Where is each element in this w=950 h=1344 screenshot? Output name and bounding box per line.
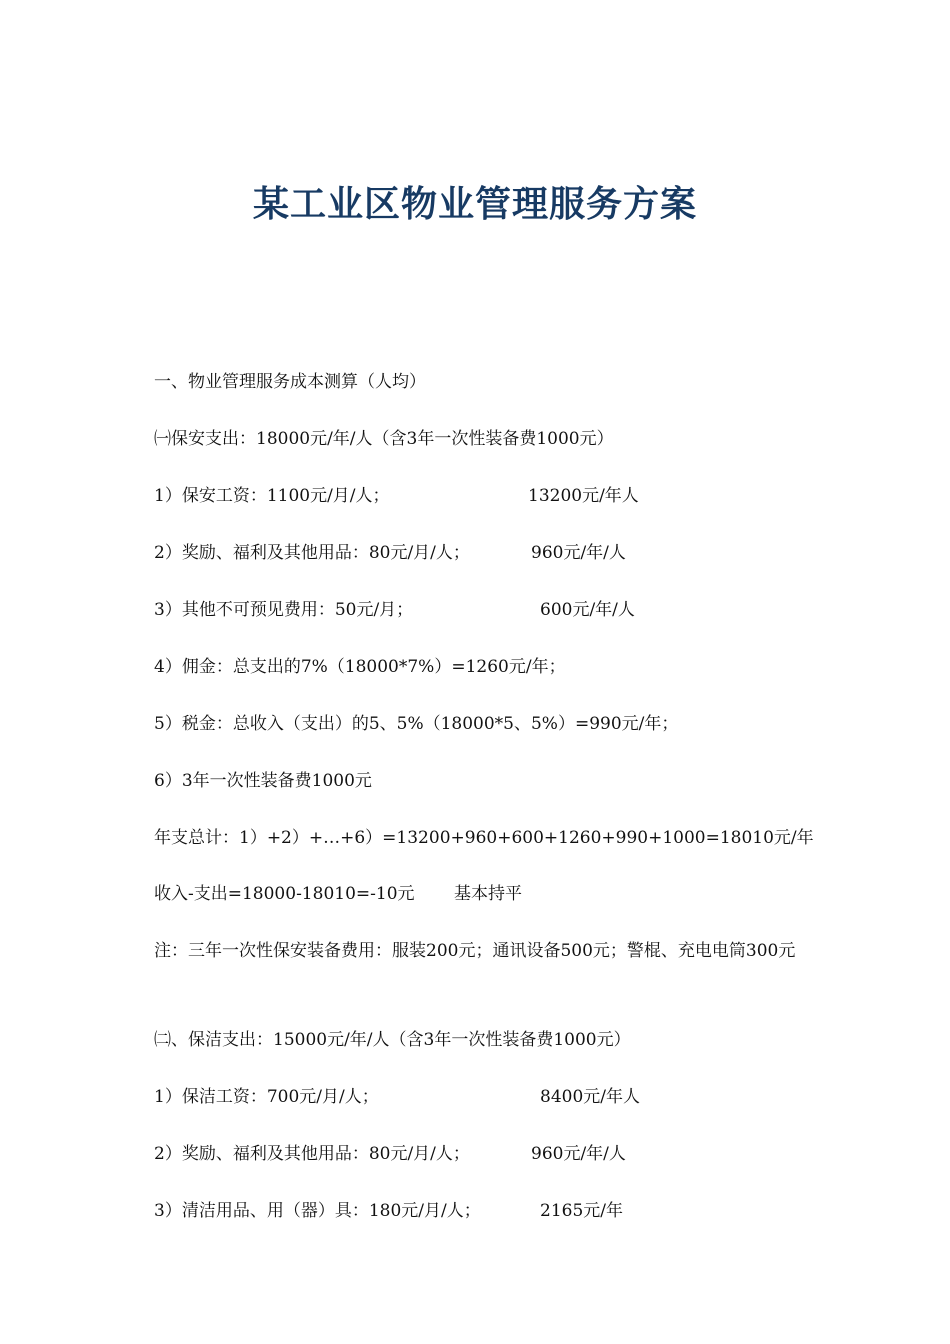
item-annual: 600元/年/人	[540, 600, 635, 620]
document-title: 某工业区物业管理服务方案	[252, 183, 697, 225]
balance-formula: 收入-支出=18000-18010=-10元	[154, 884, 415, 904]
cleaning-heading: ㈡、保洁支出：15000元/年/人（含3年一次性装备费1000元）	[154, 1030, 631, 1050]
item-annual: 13200元/年人	[528, 486, 639, 506]
security-total: 年支总计：1）+2）+…+6）=13200+960+600+1260+990+1000=18010元/年	[154, 828, 814, 848]
item-label: 3）清洁用品、用（器）具：180元/月/人；	[154, 1201, 481, 1221]
cleaning-item-supplies	[154, 1199, 623, 1223]
security-item-welfare	[154, 541, 626, 565]
item-annual: 960元/年/人	[531, 543, 626, 563]
item-label: 2）奖励、福利及其他用品：80元/月/人；	[154, 1144, 470, 1164]
section-heading: 一、物业管理服务成本测算（人均）	[154, 372, 426, 392]
item-label: 3）其他不可预见费用：50元/月；	[154, 600, 414, 620]
security-item-misc	[154, 598, 635, 622]
cleaning-item-salary	[154, 1085, 640, 1109]
item-label: 2）奖励、福利及其他用品：80元/月/人；	[154, 543, 470, 563]
item-label: 1）保安工资：1100元/月/人；	[154, 486, 390, 506]
security-balance	[154, 882, 522, 906]
balance-note: 基本持平	[454, 884, 522, 904]
item-annual: 960元/年/人	[531, 1144, 626, 1164]
cleaning-item-welfare	[154, 1142, 626, 1166]
item-annual: 2165元/年	[540, 1201, 623, 1221]
security-tax: 5）税金：总收入（支出）的5、5%（18000*5、5%）=990元/年；	[154, 714, 679, 734]
security-commission: 4）佣金：总支出的7%（18000*7%）=1260元/年；	[154, 657, 566, 677]
security-equipment-note: 注：三年一次性保安装备费用：服装200元；通讯设备500元；警棍、充电电筒300元	[154, 941, 796, 961]
item-annual: 8400元/年人	[540, 1087, 640, 1107]
security-equipment: 6）3年一次性装备费1000元	[154, 771, 372, 791]
security-heading: ㈠保安支出：18000元/年/人（含3年一次性装备费1000元）	[154, 429, 614, 449]
item-label: 1）保洁工资：700元/月/人；	[154, 1087, 379, 1107]
security-item-salary	[154, 484, 639, 508]
